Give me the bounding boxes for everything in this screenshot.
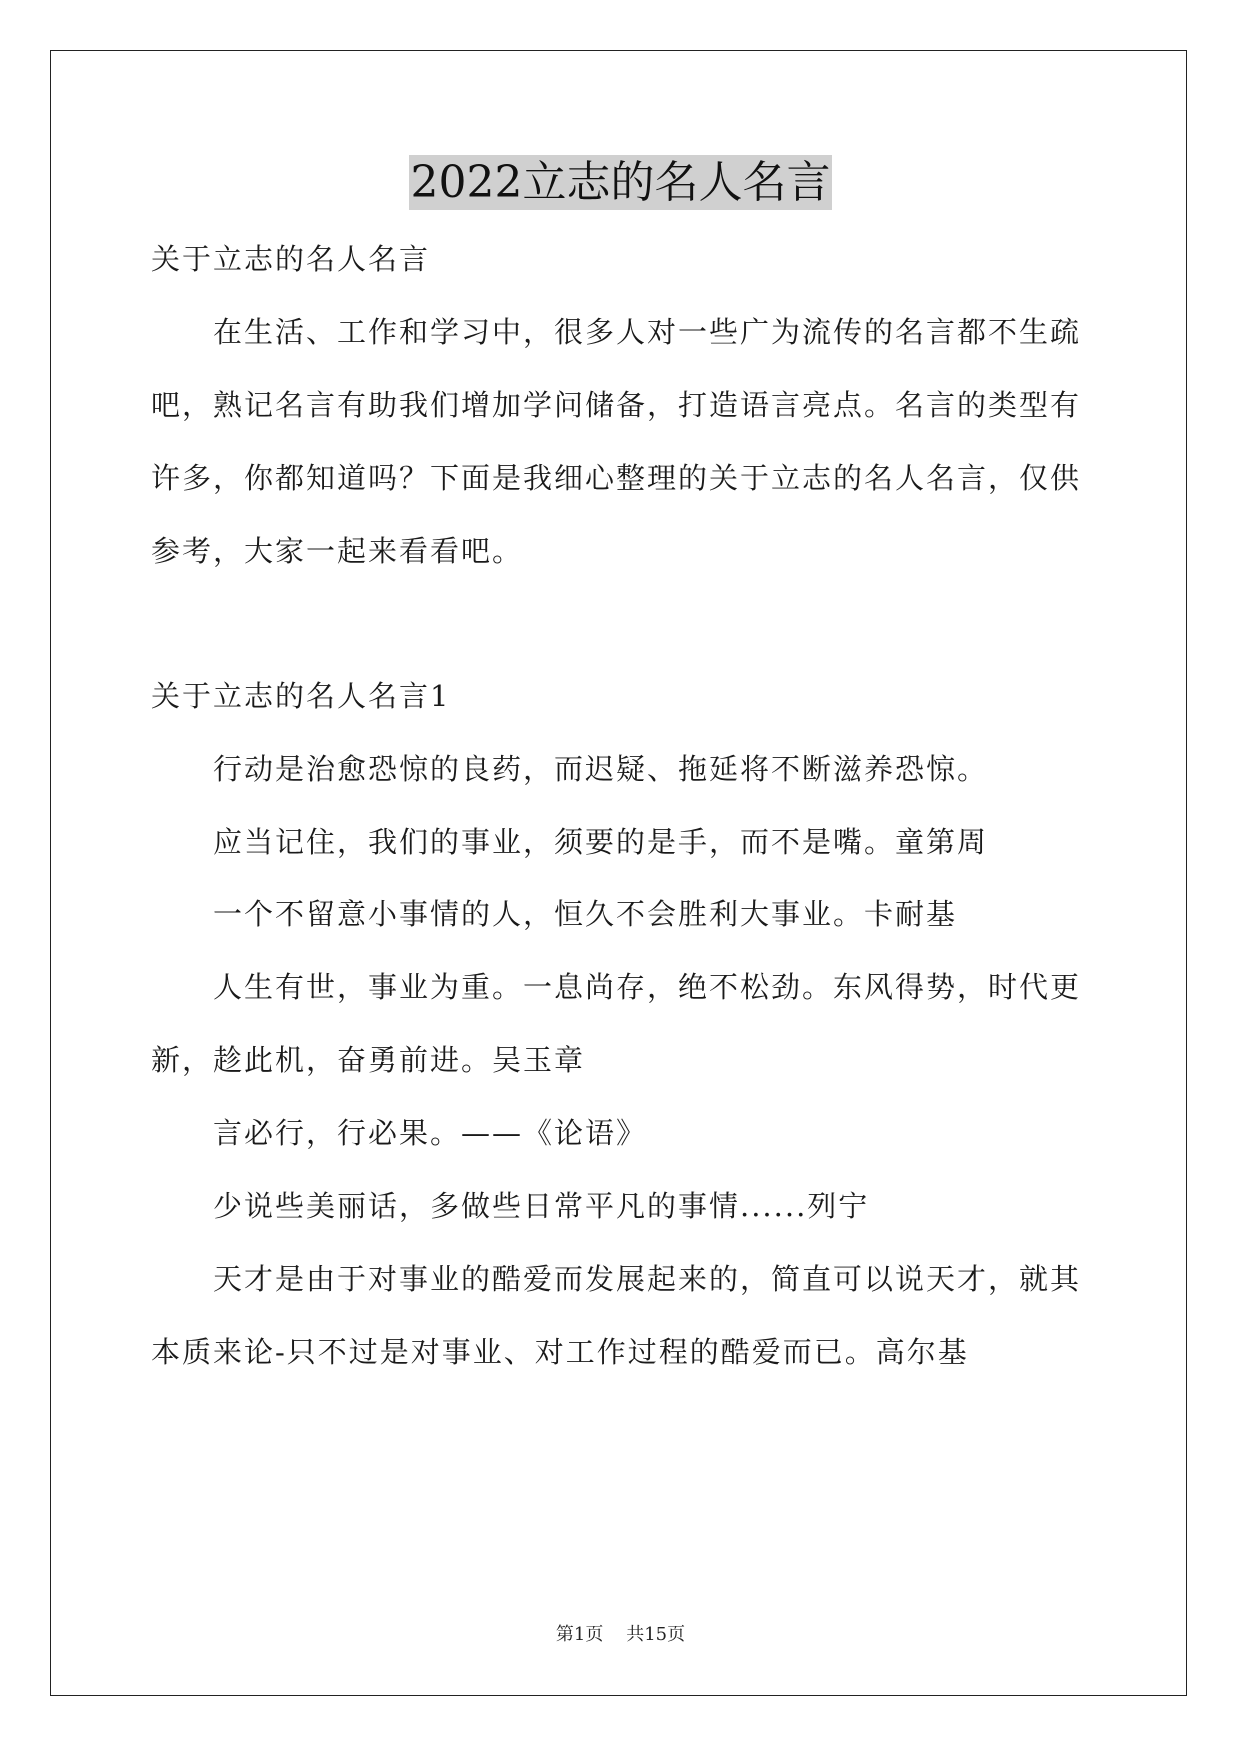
document-title: 2022立志的名人名言: [410, 157, 831, 208]
quote-line: 本质来论-只不过是对事业、对工作过程的酷爱而已。高尔基: [151, 1335, 969, 1369]
paragraph-line: 参考，大家一起来看看吧。: [151, 534, 524, 568]
document-title-container: [0, 155, 1241, 211]
paragraph-line: 吧，熟记名言有助我们增加学问储备，打造语言亮点。名言的类型有: [151, 388, 1082, 422]
quote-line: 新，趁此机，奋勇前进。吴玉章: [151, 1043, 586, 1077]
page-number: 第1页 共15页: [555, 1624, 686, 1645]
paragraph-line: 许多，你都知道吗？下面是我细心整理的关于立志的名人名言，仅供: [151, 461, 1082, 495]
paragraph-line: 在生活、工作和学习中，很多人对一些广为流传的名言都不生疏: [213, 315, 1082, 349]
quote-line: 行动是治愈恐惊的良药，而迟疑、拖延将不断滋养恐惊。: [213, 752, 989, 786]
section-heading: 关于立志的名人名言: [151, 242, 431, 276]
quote-line: 应当记住，我们的事业，须要的是手，而不是嘴。童第周: [213, 825, 989, 859]
quote-line: 少说些美丽话，多做些日常平凡的事情......列宁: [213, 1189, 870, 1223]
page-border: [50, 50, 1187, 1696]
quote-line: 人生有世，事业为重。一息尚存，绝不松劲。东风得势，时代更: [213, 970, 1082, 1004]
quote-line: 言必行，行必果。——《论语》: [213, 1116, 648, 1150]
quote-line: 天才是由于对事业的酷爱而发展起来的，简直可以说天才，就其: [213, 1262, 1082, 1296]
section-heading: 关于立志的名人名言1: [151, 679, 451, 713]
quote-line: 一个不留意小事情的人，恒久不会胜利大事业。卡耐基: [213, 897, 958, 931]
